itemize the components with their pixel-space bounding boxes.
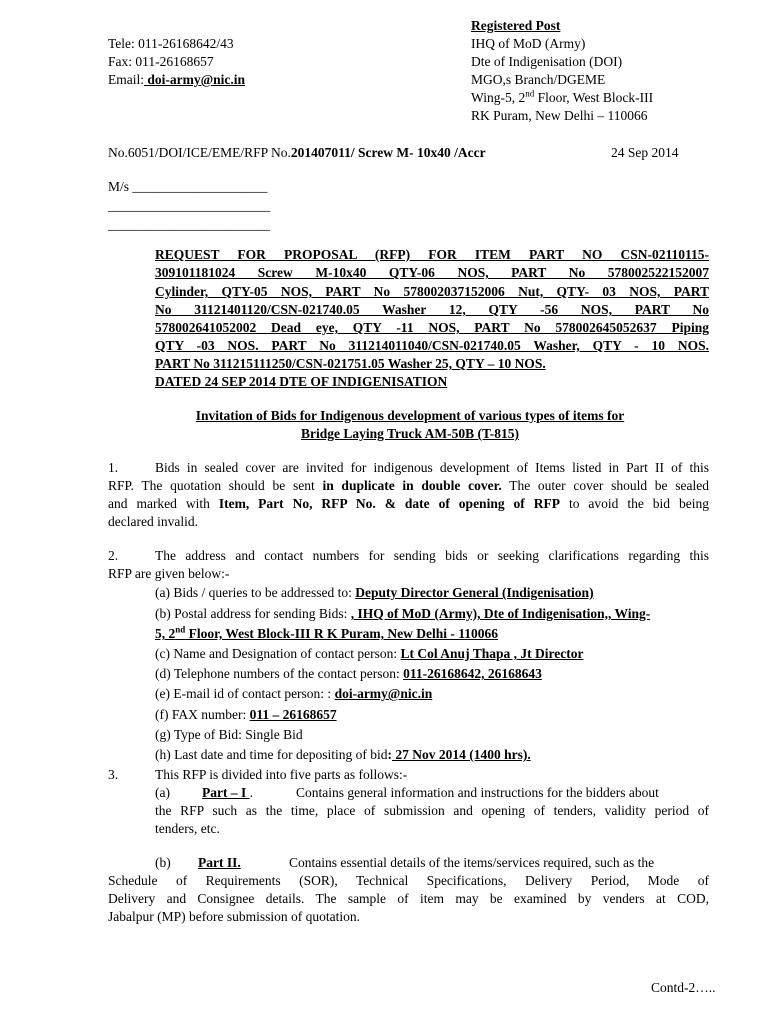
para3-a-text2: the RFP such as the time, place of submission and opening of tenders, validity period of [155,803,709,818]
subject-line-8: DATED 24 SEP 2014 DTE OF INDIGENISATION [155,374,448,389]
item-e-email-link[interactable]: doi-army@nic.in [334,686,433,701]
para1-l3a: and marked with [108,496,219,511]
para1-l3c: to avoid the bid being [559,496,709,511]
subject-line-3: Cylinder, QTY-05 NOS, PART No 578002037152006 Nut, QTY- 03 NOS, PART [155,284,709,299]
reference-date: 24 Sep 2014 [611,145,679,160]
subject-line-2: 309101181024 Screw M-10x40 QTY-06 NOS, PART No 578002522152007 [155,265,709,280]
line4-pre: Wing-5, 2 [471,90,526,105]
para2-item-b-line2 [155,624,498,643]
addressee-line2: ________________________ [108,198,270,213]
para1-l3b: Item, Part No, RFP No. & date of opening of RFP [218,496,560,511]
para1-l2b: in duplicate in double cover. [322,478,502,493]
part-1-dot: . [249,785,253,800]
para1-line3 [108,495,709,513]
item-a-value: Deputy Director General (Indigenisation) [355,585,594,600]
item-f-value: 011 – 26168657 [249,707,337,722]
para2-item-e [155,684,432,703]
para2-item-c [155,644,583,663]
header-address-line4 [471,89,653,107]
para2-item-b-line1 [155,604,709,623]
addressee-line3: ________________________ [108,217,270,232]
subject-line-1: REQUEST FOR PROPOSAL (RFP) FOR ITEM PART NO CSN-02110115- [155,247,709,262]
header-email [108,71,245,89]
item-h-label: (h) Last date and time for depositing of bid [155,747,388,762]
item-a-label: (a) Bids / queries to be addressed to: [155,585,356,600]
para2-item-g: (g) Type of Bid: Single Bid [155,727,303,742]
header-address-line2: Dte of Indigenisation (DOI) [471,54,623,69]
line4-post: Floor, West Block-III [534,90,654,105]
item-h-colon: : [387,747,392,762]
para3-b-text4: Jabalpur (MP) before submission of quotation. [108,909,360,924]
header-address-line3: MGO,s Branch/DGEME [471,72,606,87]
header-address-line1: IHQ of MoD (Army) [471,36,586,51]
para1-l2a: RFP. The quotation should be sent [108,478,323,493]
header-email-link[interactable]: doi-army@nic.in [144,72,246,87]
ref-prefix: No.6051/DOI/ICE/EME/RFP No. [108,145,291,160]
para3-number: 3. [108,767,119,782]
item-d-label: (d) Telephone numbers of the contact person: [155,666,404,681]
para2-item-a [155,583,594,602]
para1-line1: Bids in sealed cover are invited for indigenous development of Items listed in Part II of this [155,460,709,475]
para3-a-text3: tenders, etc. [155,821,220,836]
para3-a-number: (a) [155,785,170,800]
para3-intro: This RFP is divided into five parts as follows:- [155,767,408,782]
para1-l2c: The outer cover should be sealed [501,478,709,493]
item-c-label: (c) Name and Designation of contact person: [155,646,401,661]
header-fax: Fax: 011-26168657 [108,54,214,69]
item-f-label: (f) FAX number: [155,707,250,722]
para2-item-d [155,664,542,683]
part-1-label: Part – I [202,785,250,800]
part-2-label: Part II. [198,855,241,870]
registered-post: Registered Post [471,18,561,33]
para2-item-h [155,745,531,764]
item-h-value: 27 Nov 2014 (1400 hrs). [391,747,531,762]
item-d-value: 011-26168642, 26168643 [403,666,542,681]
invitation-heading-line2: Bridge Laying Truck AM-50B (T-815) [300,426,520,441]
item-e-label: (e) E-mail id of contact person: : [155,686,335,701]
item-b-label: (b) Postal address for sending Bids: [155,606,351,621]
item-b-value2-pre: 5, 2 [155,626,176,641]
subject-line-4: No 31121401120/CSN-021740.05 Washer 12, QTY -56 NOS, PART No [155,302,709,317]
para2-line2: RFP are given below:- [108,566,230,581]
para2-number: 2. [108,548,119,563]
para3-a-text1: Contains general information and instructions for the bidders about [296,785,659,800]
invitation-heading-line1: Invitation of Bids for Indigenous development of various types of items for [195,408,625,423]
header-tele: Tele: 011-26168642/43 [108,36,234,51]
para2-line1: The address and contact numbers for sending bids or seeking clarifications regarding this [155,548,709,563]
para3-b-text3: Delivery and Consignee details. The sample of item may be examined by venders at COD, [108,891,709,906]
addressee-line1: M/s ____________________ [108,179,268,194]
item-c-value: Lt Col Anuj Thapa , Jt Director [400,646,584,661]
item-b-value1: , IHQ of MoD (Army), Dte of Indigenisation,, Wing- [350,606,651,621]
para1-line2 [108,477,709,495]
continued-marker: Contd-2….. [651,980,716,995]
item-b-value2-post: Floor, West Block-III R K Puram, New Delhi - 110066 [185,626,499,641]
reference-number [108,144,486,162]
para3-b-text2: Schedule of Requirements (SOR), Technical Specifications, Delivery Period, Mode of [108,873,709,888]
subject-line-5: 578002641052002 Dead eye, QTY -11 NOS, PART No 578002645052637 Piping [155,320,709,335]
para3-b-text1: Contains essential details of the items/services required, such as the [289,855,655,870]
subject-line-6: QTY -03 NOS. PART No 311214011040/CSN-021740.05 Washer, QTY - 10 NOS. [155,338,709,353]
para2-item-f [155,705,337,724]
line4-sup: nd [525,88,535,99]
header-address-line5: RK Puram, New Delhi – 110066 [471,108,648,123]
para1-number: 1. [108,460,119,475]
ref-bold: 201407011/ Screw M- 10x40 /Accr [290,145,486,160]
para1-line4: declared invalid. [108,514,198,529]
item-b-value2-sup: nd [175,624,186,635]
para3-b-number: (b) [155,855,171,870]
para3-a-part [202,784,253,802]
subject-line-7: PART No 311215111250/CSN-021751.05 Washer 25, QTY – 10 NOS. [155,356,546,371]
header-email-label: Email: [108,72,144,87]
